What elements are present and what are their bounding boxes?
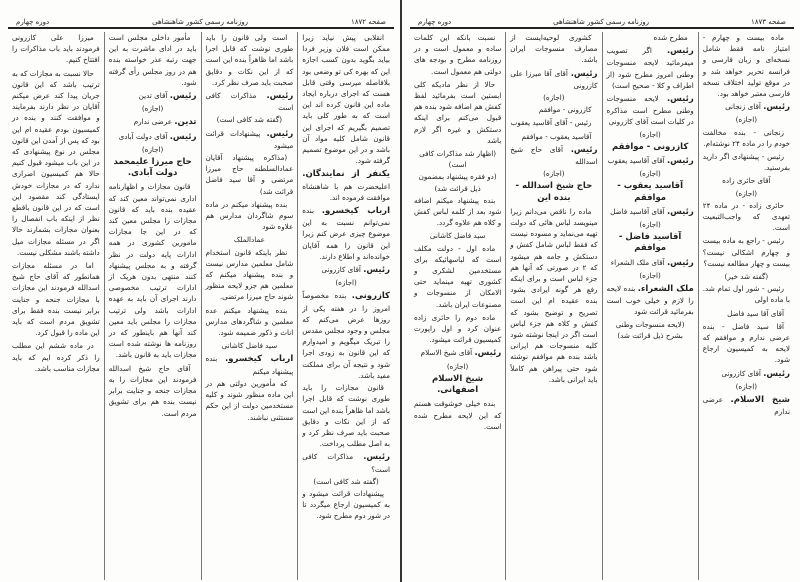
- speaker-paragraph: [703, 101, 790, 113]
- speaker-name: رئیس.: [363, 265, 390, 276]
- speaker-name: رئیس.: [266, 128, 294, 139]
- speaker-paragraph: [607, 206, 694, 218]
- speaker-paragraph: [414, 347, 501, 359]
- speech-text: مذاکرات کافی است: [205, 91, 294, 113]
- body-paragraph: ماده دوم را حائری زاده عنوان کرد و اول راپورت کمیسیون قرائت میشود.: [414, 312, 502, 345]
- body-paragraph: اما در مسئله مجازات همانطور که آقای حاج شیخ اسدالله فرمودند این مجازات با مجازات جنحه و جنایت برابر نیست بنده فقط برای تشویق مردم است که باید این ماده را قبول کرد.: [12, 261, 100, 338]
- body-paragraph: زنجانی - بنده مخالفت خودم را در ماده ۲۴ نوشته‌ام.: [702, 127, 790, 148]
- speaker-paragraph: [302, 205, 390, 262]
- text-column: [297, 32, 394, 580]
- centered-note: (اجازه): [735, 381, 758, 391]
- speaker-name: شیخ الاسلام.: [730, 395, 790, 406]
- body-paragraph: حالا از نظر مادیکه کلی ابستین است بفرمائید لفظ کفش هم اضافه شود بنده هم قبول می‌کنم برای اینکه دستکش و غیره اگر لازم باشد: [414, 79, 502, 145]
- centered-note: (اجازه): [446, 361, 469, 371]
- centered-note: (دو فقره پیشنهاد بمضمون ذیل قرائت شد): [418, 172, 497, 193]
- speaker-paragraph: [206, 353, 294, 376]
- body-paragraph: پیشنهادات قرائت میشود و به کمیسیون ارجاع میگردد تا در شور دوم مطرح شود.: [302, 488, 390, 521]
- centered-note: (گفته شد کافی است): [313, 476, 379, 486]
- speaker-name: تدین.: [174, 117, 197, 128]
- speaker-name: ملک الشعراء.: [637, 284, 694, 295]
- speaker-paragraph: [607, 45, 694, 91]
- body-paragraph: (مذاکره پیشنهاد آقایان عمادالسلطنه حاج میرزا مرتضی و آقا سید فاضل قرائت شد): [205, 153, 294, 196]
- newspaper-page-right: [400, 0, 800, 582]
- speech-text: آقای تدین: [138, 91, 170, 101]
- centered-note: (اظهار شد مذاکرات کافی است): [419, 149, 497, 170]
- speech-text: بنده پیشنهاد میکنم: [205, 354, 294, 376]
- speaker-name: رئیس.: [763, 102, 790, 113]
- body-paragraph: قانون مجازات را باید طوری نوشت که قابل اجرا باشد اما ظاهراً بنده این است که از این نکات و دقایق صحبت باید صرف نظر کرد و به اصل مطلب پرداخت.: [302, 383, 390, 449]
- bold-heading: آقاسید یعقوب - موافقم: [617, 181, 684, 203]
- body-paragraph: مأمور داخلی مجلس است باید در ادای ماشرت به این جهت رتبه عذر خواسته بنده هم در روز مجلس رأی گرفته شود.: [108, 33, 197, 87]
- body-paragraph: در ماده ششم این مطلب را ذکر کرده ایم که باید مجازات مناسب باشد.: [12, 341, 100, 373]
- speaker-name: رئیس.: [266, 91, 294, 102]
- body-paragraph: که مأمورین دولتی هم در این ماده منظور شوند و کلیه مستخدمین دولت از این حکم مستثنی نباشند.: [205, 378, 294, 422]
- body-paragraph: آقا سید فاضل - بنده عرضی ندارم و موافقم که لایحه به کمیسیون ارجاع شود.: [702, 321, 790, 365]
- body-paragraph: نظر باینکه قانون استخدام شامل معلمین مدارس نیست و بنده پیشنهاد میکنم که معلمین هم جزو لایحه منظور شوند حاج میرزا مرتضی.: [205, 247, 294, 302]
- speaker-name: رئیس.: [474, 348, 502, 359]
- body-paragraph: رئیس - آقای آقاسید یعقوب: [510, 118, 592, 128]
- speech-text: آقای آقاسید فاضل: [610, 206, 667, 216]
- speaker-paragraph: [109, 90, 197, 102]
- speech-text: آقای شیخ الاسلام: [420, 348, 475, 358]
- bold-heading: آقاسید فاضل - موافقم: [618, 232, 682, 254]
- text-column: [505, 32, 601, 580]
- text-column: [201, 32, 298, 580]
- centered-note: (اجازه): [543, 93, 565, 103]
- centered-note: (اجازه): [639, 169, 661, 179]
- speaker-name: رئیس.: [666, 46, 694, 57]
- centered-note: (اجازه): [639, 129, 661, 139]
- term-label: دوره چهارم: [16, 18, 50, 26]
- page-number: صفحه ۱۸۷۳: [750, 18, 786, 26]
- columns: [410, 32, 794, 580]
- speech-text: آقای کازرونی: [321, 265, 364, 275]
- columns: [8, 32, 394, 580]
- newspaper-title: روزنامه رسمی کشور شاهنشاهی: [152, 18, 248, 26]
- speaker-name: رئیس.: [666, 257, 694, 268]
- body-paragraph: بنده پیشنهاد میکنم اضافه شود بعد از کلمه لباس کفش و کلاه هم علاوه گردد.: [414, 195, 502, 228]
- speech-text: آقای ملک الشعراء: [610, 257, 667, 267]
- text-column: [602, 32, 698, 580]
- body-paragraph: قانون مجازات و اظهارنامه اداری نمی‌تواند معین کند که عقیده بنده باید که قانون مجازات را مجلس معین کند که در این جا مجازات مامورین کشوری در همه ادارات پایه دولت در نظر گرفته و به مجلس پیشنهاد کنند منتهی بدون هریک از ادارات ترتیب مخصوصی دارند اجرای آن باید به عهده ادارات باشد ولی ترتیب مجازات را مجلس باید معین کند آنها هم باینطور که در روزنامه ها نوشته شده است مجازات باید به قانون باشد.: [108, 182, 197, 360]
- speaker-name: رئیس.: [666, 206, 694, 217]
- text-column: [104, 32, 201, 580]
- speaker-name: رئیس.: [666, 156, 694, 167]
- speaker-paragraph: [302, 290, 390, 381]
- speech-text: عرضی ندارم: [702, 395, 790, 417]
- speaker-paragraph: [302, 264, 390, 276]
- speech-text: پیشنهادات قرائت میشود: [205, 128, 294, 150]
- centered-note: (اجازه): [543, 169, 565, 179]
- body-paragraph: بنده پیشنهاد میکنم عده معلمین و شاگردهای مدارس اناث و ذکور ضمیمه شود.: [205, 305, 294, 338]
- bold-heading: شیخ الاسلام اصفهانی.: [432, 373, 484, 396]
- centered-note: (اجازه): [141, 144, 164, 154]
- centered-note: (لایحه منسوجات وطنی بشرح ذیل قرائت شد): [615, 319, 685, 340]
- speaker-paragraph: [607, 155, 694, 167]
- speech-text: آقای حاج شیخ اسدالله: [510, 144, 598, 167]
- centered-note: (اجازه): [335, 278, 357, 288]
- speaker-paragraph: [703, 368, 790, 380]
- speech-text: آقای آقاسید یعقوب: [607, 156, 667, 166]
- speaker-paragraph: [607, 283, 694, 318]
- speaker-name: رئیس.: [570, 68, 598, 79]
- speech-text: بنده لایحه را لازم و خیلی خوب است بفرمائید قرائت شود: [606, 284, 694, 317]
- speech-text: آقای زنجانی: [725, 102, 764, 112]
- body-paragraph: رئیس - پیشنهادی اگر دارید بفرستید.: [702, 152, 790, 173]
- speaker-paragraph: [302, 168, 390, 203]
- bold-heading: حاج میرزا علیمحمد دولت آبادی.: [113, 157, 192, 179]
- speaker-paragraph: [302, 451, 390, 474]
- speaker-name: رئیس.: [169, 131, 197, 142]
- body-paragraph: حائری زاده - در ماده ۲۴ تعهدی که واجب‌التبعیت است.: [702, 200, 790, 233]
- speaker-name: یکنفر از نمایندگان.: [302, 169, 390, 180]
- speech-text: اعلیحضرت هم با شاهنشاه موافقت فرموده اند.: [302, 181, 390, 202]
- bold-heading: کازرونی - موافقم: [611, 141, 689, 152]
- body-paragraph: آقای حاج شیخ اسدالله فرمودند این مجازات را به مجازات جنحه و جنایت برابر نیست بنده هم برای تشویق مردم است.: [108, 363, 197, 418]
- body-paragraph: رئیس - شور اول تمام شد. با ماده اولی: [702, 284, 790, 305]
- speech-text: عرضی ندارم: [133, 117, 175, 127]
- speaker-name: ارباب کیخسرو.: [321, 206, 390, 217]
- speech-text: مذاکرات کافی است؟: [302, 452, 390, 474]
- speaker-paragraph: [206, 128, 294, 151]
- text-column: [8, 32, 104, 580]
- centered-note: (اجازه): [141, 104, 164, 114]
- centered-note: (گفته شد خیر): [724, 272, 769, 282]
- speaker-paragraph: [109, 116, 197, 128]
- speaker-name: رئیس.: [570, 144, 598, 155]
- centered-note: سید فاضل کاشانی: [221, 341, 278, 351]
- text-column: [698, 32, 794, 580]
- speech-text: اگر تصویب میفرمائید لایحه منسوجات وطنی امروز مطرح شود (از اطراف و کلا - صحیح است): [606, 46, 694, 90]
- centered-note: (اجازه): [735, 115, 758, 125]
- body-paragraph: رئیس - راجع به ماده بیست و چهارم اشکالی نیست؟ بیست و چهار مطالعه نیست؟: [702, 236, 790, 268]
- speech-text: لایحه منسوجات وطنی مطرح است مذاکره در کلیات است آقای کازرونی: [606, 94, 694, 127]
- centered-note: عمادالملک: [233, 235, 265, 245]
- body-paragraph: بنده پیشنهاد میکنم در ماده سوم شاگردان مدارس هم علاوه شود: [205, 199, 294, 232]
- text-column: [410, 32, 505, 580]
- body-paragraph: ماده اول - دولت مکلف است که لباسهائیکه برای مستخدمین لشکری و کشوری تهیه مینماید حتی الامکان از منسوجات و مصنوعات ایران باشد.: [414, 243, 502, 309]
- speaker-name: رئیس.: [763, 368, 790, 379]
- centered-note: سید فاضل کاشانی: [429, 231, 486, 241]
- centered-note: (اجازه): [639, 220, 661, 230]
- speaker-name: ارباب کیخسرو.: [225, 354, 294, 365]
- body-paragraph: انقلابی پیش نیاید زیرا ممکن است فلان وزیر فردا بیاید بگوید بدون کسب اجازه این که بهره کی تو وضعی بود بلافاصله میرسی وقتی قابل هست که اجرای درباره ایجاد ماده این قانون کرده اند این است که به طور کلی باید تصمیم بگیریم که اجرای این قانون شامل کلیه مواد آن باشد و در این موضوع تصمیم گرفته شود.: [302, 33, 390, 166]
- speech-text: آقای کازرونی: [721, 368, 764, 378]
- speech-text: بنده نمی‌توانم نسبت به این موضوع چیزی عرض کنم زیرا این قانون را همه آقایان خوانده‌اند و اطلاع دارند.: [302, 206, 390, 261]
- centered-note: آقای حائری زاده: [722, 176, 771, 186]
- term-label: دوره چهارم: [418, 18, 452, 26]
- bold-heading: حاج شیخ اسدالله - بنده این: [515, 181, 593, 203]
- speaker-name: کازرونی.: [351, 291, 390, 302]
- body-paragraph: آقاسید یعقوب - موافقم: [521, 131, 592, 141]
- body-paragraph: ماده بیست و چهارم - امتیاز نامه فقط شامل نسخه‌ای و زبان فارسی و فرانسه تحریر خواهد شد و در موقع تولید اختلاف نسخه فارسی معتبر خواهد بود.: [702, 33, 790, 99]
- centered-note: (اجازه): [735, 188, 758, 198]
- body-paragraph: نسبت بانکه این کلمات ساده و معمول است و در روزنامه مطرح و بودجه های دولتی هم معمول است.: [414, 33, 502, 76]
- speech-text: آقای دولت آبادی: [118, 131, 170, 141]
- body-paragraph: کشوری لوحیه‌ایست از مصارف منسوجات ایران باشد.: [510, 33, 598, 65]
- page-header: [410, 14, 794, 29]
- body-paragraph: آقای آقا سید فاضل: [727, 308, 784, 318]
- body-paragraph: مطرح شده: [653, 33, 688, 42]
- body-paragraph: بنده خیلی خوشوقت هستم که این لایحه مطرح شده است.: [414, 399, 502, 431]
- centered-note: (گفته شد کافی است): [216, 115, 283, 125]
- body-paragraph: است ولی قانون را باید طوری نوشت که قابل اجرا باشد اما ظاهراً بنده این است که از این نکات و دقایق صحبت باید صرف نظر کرد.: [205, 33, 294, 87]
- newspaper-title: روزنامه رسمی کشور شاهنشاهی: [553, 18, 649, 26]
- speaker-name: رئیس.: [363, 452, 390, 463]
- speaker-name: رئیس.: [169, 91, 197, 102]
- page-header: [8, 14, 394, 29]
- speaker-paragraph: [206, 90, 294, 113]
- speaker-paragraph: [607, 93, 694, 128]
- speaker-paragraph: [109, 131, 197, 143]
- speech-text: آقای آقا میرزا علی کازرونی: [510, 68, 598, 90]
- speaker-paragraph: [607, 257, 694, 269]
- speaker-paragraph: [510, 144, 597, 167]
- body-paragraph: حالا نسبت به مجازات که به ترتیب باشد که این قانون جریان پیدا کند عرض میکنم آقایان در نظر دارند بفرمایند و موافقت کنند و بنده در کمیسیون بودم عقیده ام این بود که پس از آمدن این قانون مجلس در نوع پیشنهادی که در این باب میشود قبول کنیم حالا هم کمیسیون اصراری ندارد که در مجازات خودش ایستادگی کند مقصود این است که در این قانون باقطع نظر از اینکه باب انفصال را بعنوان مجازات بشمارند حالا اگر در مسئله مجازات میل داشته باشند مشکلی نیست.: [12, 68, 100, 257]
- speaker-paragraph: [510, 68, 597, 91]
- speaker-paragraph: [703, 394, 790, 417]
- body-paragraph: میرزا علی کازرونی فرمودند باید باب مذاکرات را افتتاح کنیم.: [12, 33, 100, 65]
- speaker-name: رئیس.: [666, 94, 694, 105]
- centered-note: (اجازه): [639, 270, 661, 280]
- speech-text: بنده مخصوصاً امروز را در هفته یکی از روزها عرض می‌کنم که مجلس و وجود مجلس مقدس را تبریک میگویم و امیدوارم که این قانون به زودی اجرا شود و نتیجه آن برای مملکت مفید باشد.: [302, 291, 390, 380]
- page-number: صفحه ۱۸۷۲: [350, 18, 386, 26]
- body-paragraph: ماده را ناقص می‌دانم زیرا مینویسد لباس هائی که دولت تهیه می‌نماید و مسوده نیست که فقط لباس شامل کفش و دستکش و جامه هم میشود که ۲ در صورتی که آنها هم جزء لباس است و برای اینکه رفع هر گونه ایرادی بشود بنده عقیده ام این است تصریح و توضیح بشود که کفش و کلاه هم جزء لباس است اگر در اینجا نوشته شود کلیه منسوجات هم ایرانی باشد بنده هم موافقم نوشته شود حتی پیراهن هم کاملاً باید ایرانی باشد.: [510, 206, 598, 384]
- body-paragraph: کازرونی - موافقم: [538, 105, 592, 115]
